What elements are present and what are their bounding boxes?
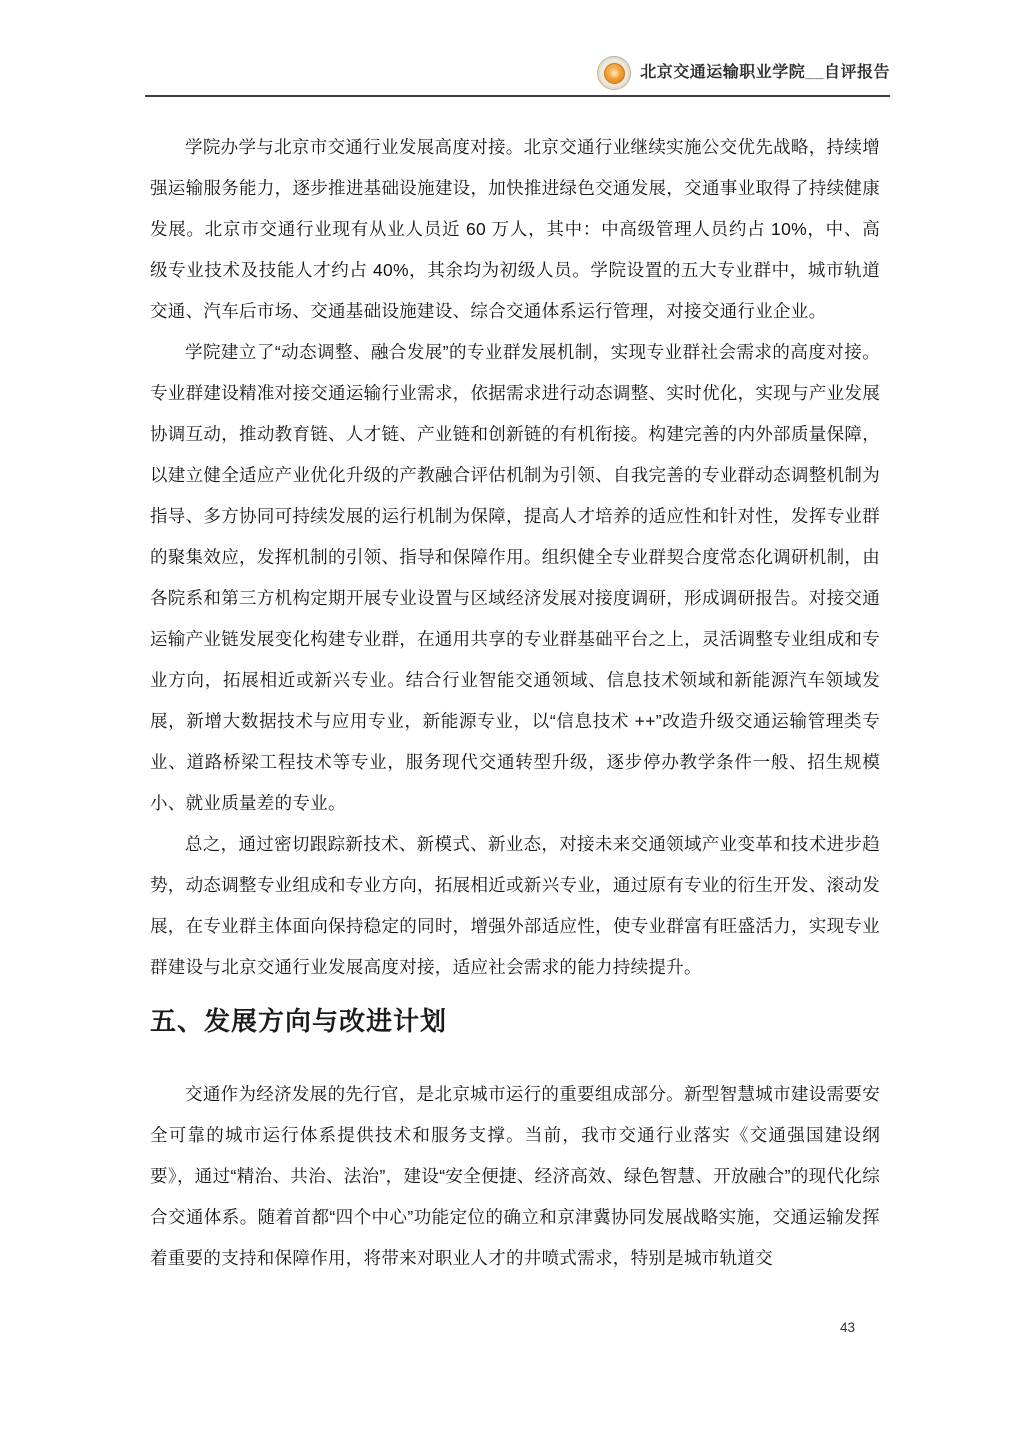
- paragraph: 学院建立了“动态调整、融合发展”的专业群发展机制，实现专业群社会需求的高度对接。专业群建设精准对接交通运输行业需求，依据需求进行动态调整、实时优化，实现与产业发展协调互动，推动教育链、人才链、产业链和创新链的有机衔接。构建完善的内外部质量保障，以建立健全适应产业优化升级的产教融合评估机制为引领、自我完善的专业群动态调整机制为指导、多方协同可持续发展的运行机制为保障，提高人才培养的适应性和针对性，发挥专业群的聚集效应，发挥机制的引领、指导和保障作用。组织健全专业群契合度常态化调研机制，由各院系和第三方机构定期开展专业设置与区域经济发展对接度调研，形成调研报告。对接交通运输产业链发展变化构建专业群，在通用共享的专业群基础平台之上，灵活调整专业组成和专业方向，拓展相近或新兴专业。结合行业智能交通领域、信息技术领域和新能源汽车领域发展，新增大数据技术与应用专业，新能源专业，以“信息技术 ++”改造升级交通运输管理类专业、道路桥梁工程技术等专业，服务现代交通转型升级，逐步停办教学条件一般、招生规模小、就业质量差的专业。: [150, 342, 880, 813]
- college-seal-inner: [604, 63, 625, 84]
- header-title: 北京交通运输职业学院__自评报告: [640, 64, 890, 81]
- paragraph: 交通作为经济发展的先行官，是北京城市运行的重要组成部分。新型智慧城市建设需要安全可靠的城市运行体系提供技术和服务支撑。当前，我市交通行业落实《交通强国建设纲要》，通过“精治、共治、法治”，建设“安全便捷、经济高效、绿色智慧、开放融合”的现代化综合交通体系。随着首都“四个中心”功能定位的确立和京津冀协同发展战略实施，交通运输发挥着重要的支持和保障作用，将带来对职业人才的井喷式需求，特别是城市轨道交: [150, 1084, 880, 1268]
- page-number: 43: [840, 1320, 856, 1335]
- college-seal-icon: [597, 56, 631, 90]
- paragraph: 学院办学与北京市交通行业发展高度对接。北京交通行业继续实施公交优先战略，持续增强运输服务能力，逐步推进基础设施建设，加快推进绿色交通发展，交通事业取得了持续健康发展。北京市交通行业现有从业人员近 60 万人，其中：中高级管理人员约占 10%，中、高级专业技术及技能人才约占 40%，其余均为初级人员。学院设置的五大专业群中，城市轨道交通、汽车后市场、交通基础设施建设、综合交通体系运行管理，对接交通行业企业。: [150, 137, 880, 321]
- paragraph: 总之，通过密切跟踪新技术、新模式、新业态，对接未来交通领域产业变革和技术进步趋势，动态调整专业组成和专业方向，拓展相近或新兴专业，通过原有专业的衍生开发、滚动发展，在专业群主体面向保持稳定的同时，增强外部适应性，使专业群富有旺盛活力，实现专业群建设与北京交通行业发展高度对接，适应社会需求的能力持续提升。: [150, 834, 880, 977]
- page-header: [145, 56, 890, 97]
- document-content: [150, 97, 880, 1279]
- section-heading: 五、发展方向与改进计划: [150, 1007, 448, 1036]
- college-seal-core: [610, 69, 619, 78]
